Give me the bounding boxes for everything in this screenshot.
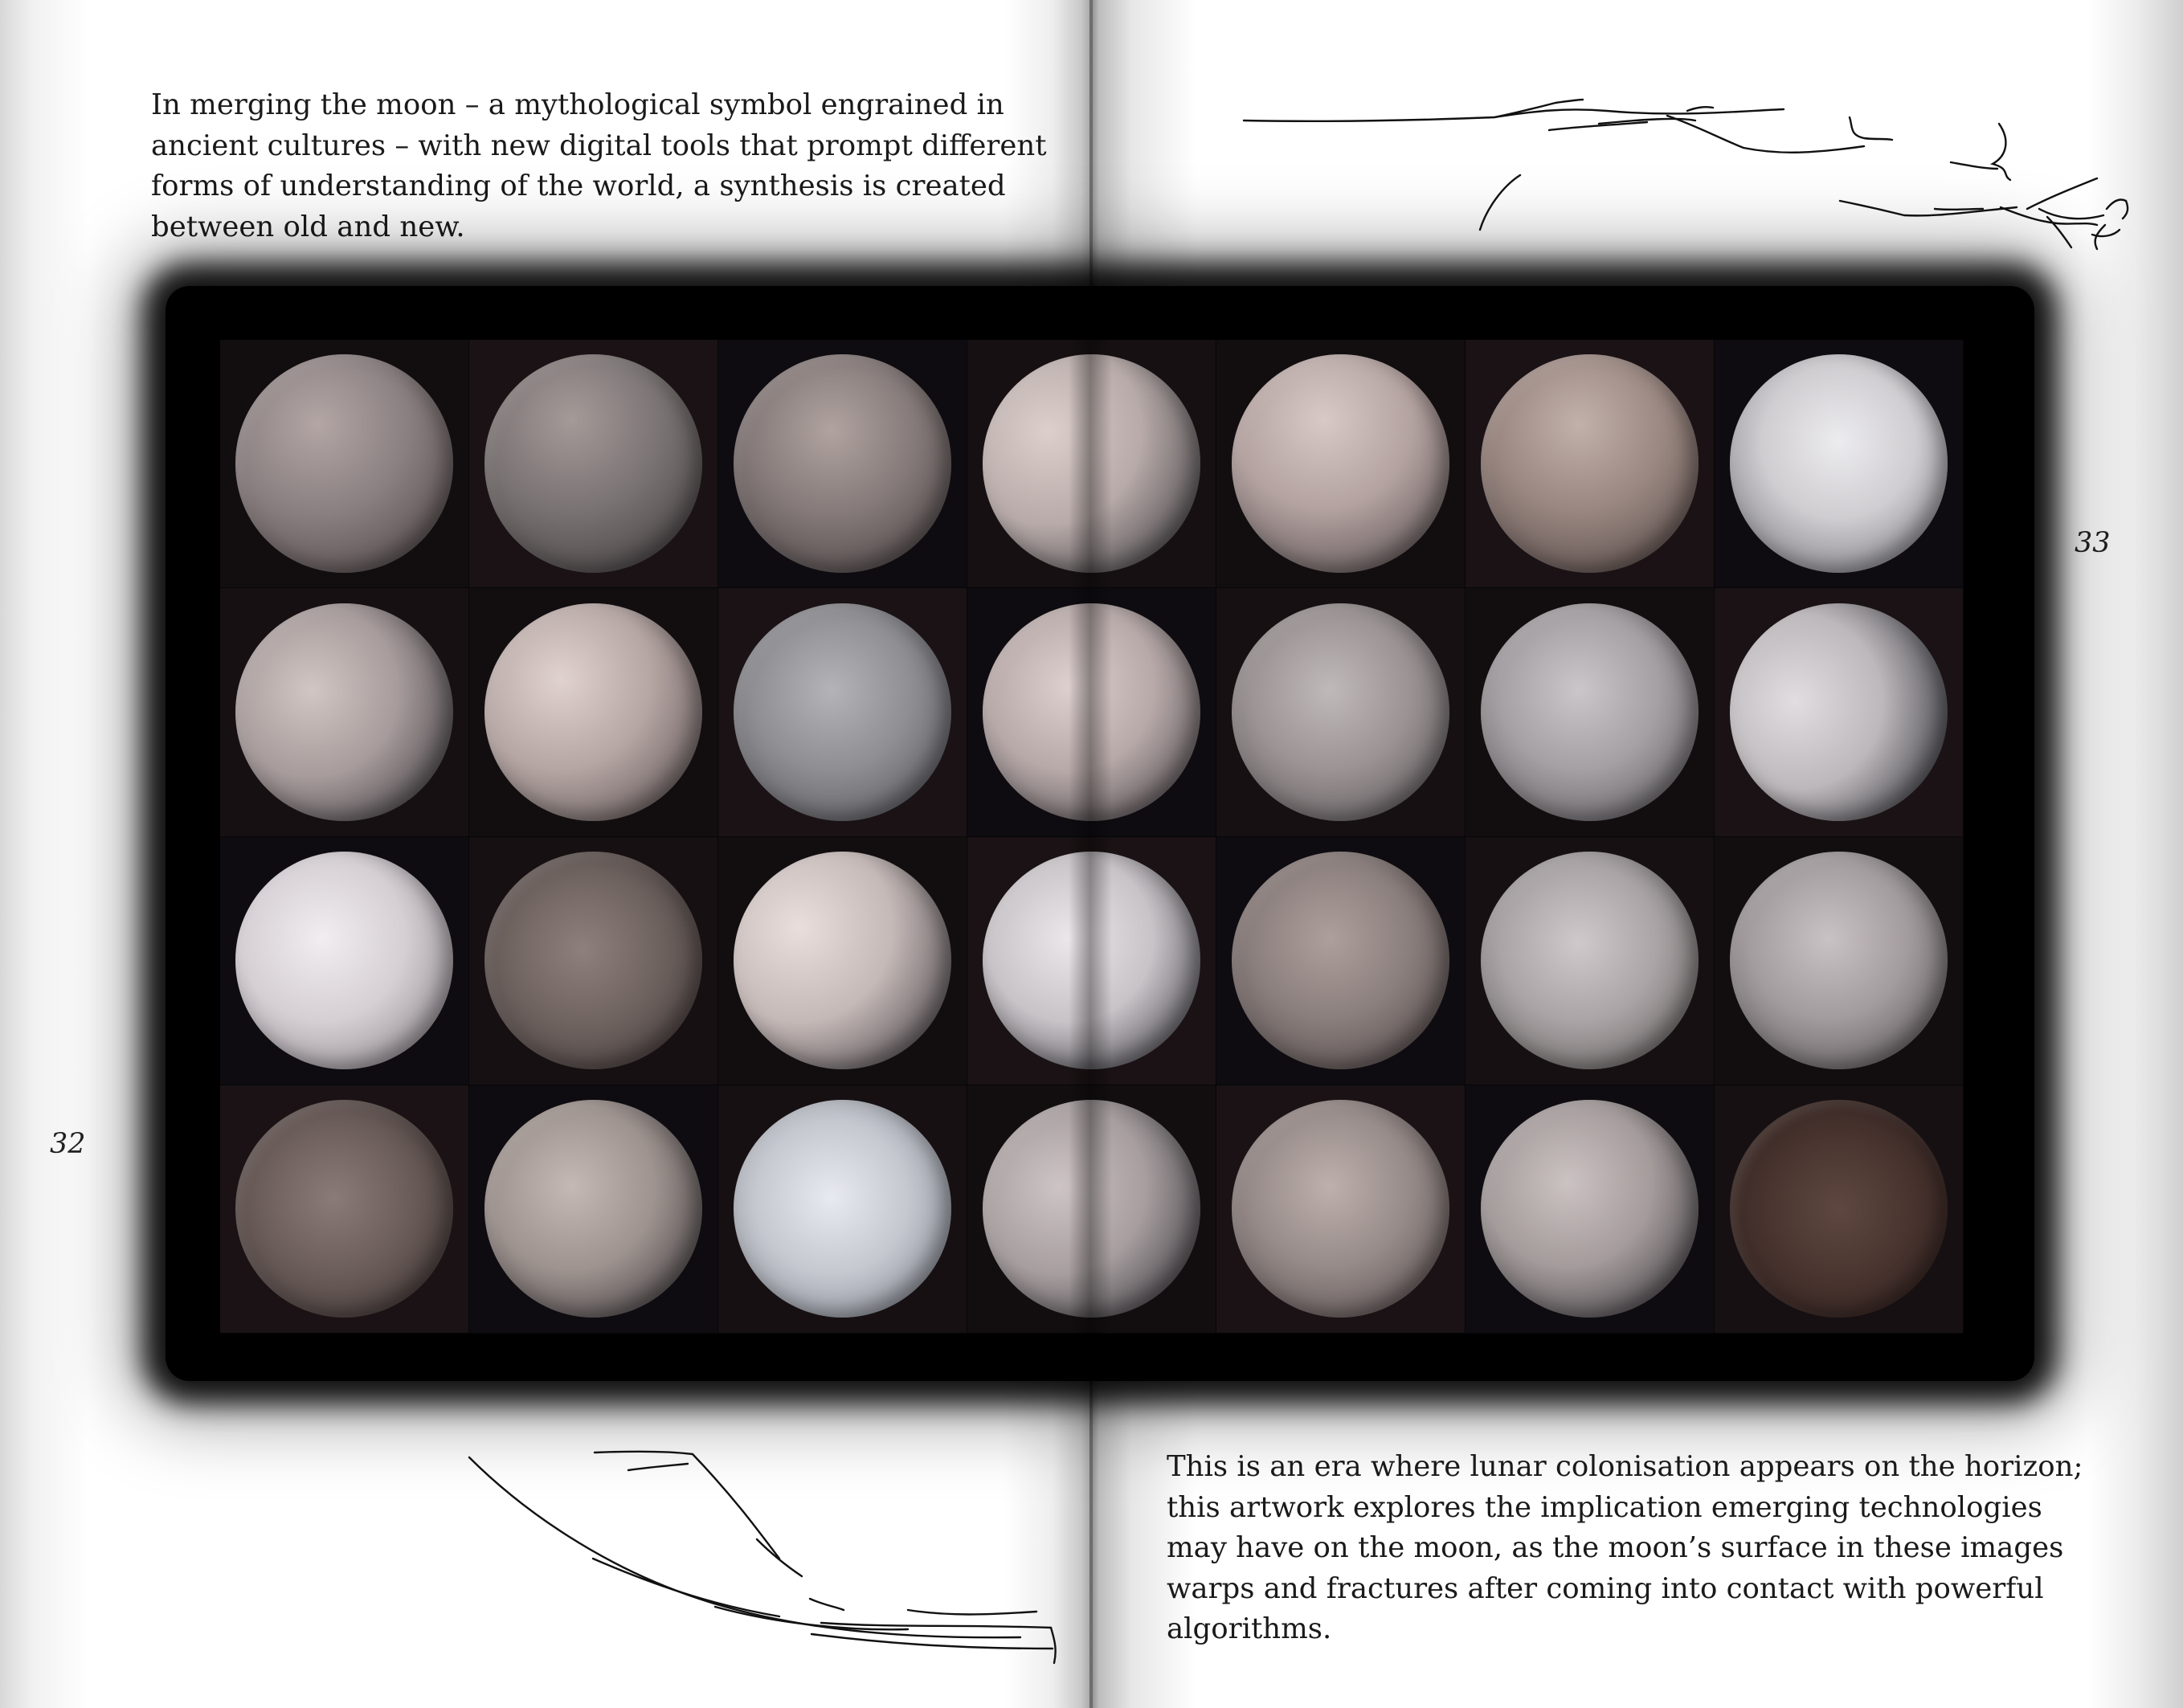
moon-image [1232,603,1450,821]
moon-tile [220,340,469,588]
moon-tile [1715,588,1964,836]
moon-tile [220,588,469,836]
moon-tile [469,588,718,836]
moon-image [734,1100,952,1318]
moon-image [734,354,952,572]
moon-tile [1216,1085,1466,1334]
moon-tile [1466,588,1715,836]
moon-tile [718,340,967,588]
moon-image [484,354,703,572]
line-sketch-top-right [1229,88,2137,281]
moon-tile [718,837,967,1085]
moon-tile [1466,1085,1715,1334]
text-line: this artwork explores the implication emerging technologies [1167,1490,2042,1524]
moon-image [235,1100,454,1318]
moon-image [1730,603,1948,821]
text-line: In merging the moon – a mythological symbol engrained in [151,88,1004,121]
moon-tile [967,340,1216,588]
line-sketch-bottom-left [458,1438,1069,1671]
moon-image [983,852,1201,1069]
moon-tile [469,837,718,1085]
moon-image [734,852,952,1069]
moon-image [484,1100,703,1318]
moon-image [1232,852,1450,1069]
moon-tile [718,588,967,836]
moon-tile [1216,837,1466,1085]
moon-image [1730,354,1948,572]
moon-image [1481,1100,1699,1318]
moon-tile [1715,837,1964,1085]
moon-image [1730,852,1948,1069]
moon-tile [220,837,469,1085]
moon-image [983,354,1201,572]
moon-image [1481,603,1699,821]
moon-image [235,354,454,572]
moon-image [235,603,454,821]
moon-tile [220,1085,469,1334]
text-line: may have on the moon, as the moon’s surface in these images [1167,1531,2064,1564]
moon-tile [967,837,1216,1085]
moon-image [484,603,703,821]
moon-tile [1715,340,1964,588]
moon-image [235,852,454,1069]
moon-tile [469,340,718,588]
text-line: algorithms. [1167,1612,1332,1645]
text-line: ancient cultures – with new digital tools that prompt different [151,129,1047,162]
moon-tile [718,1085,967,1334]
text-line: warps and fractures after coming into contact with powerful [1167,1571,2044,1605]
moon-tile [1715,1085,1964,1334]
moon-image [1232,1100,1450,1318]
moon-tile [1216,588,1466,836]
moon-artwork-grid [220,340,1964,1334]
moon-tile [1216,340,1466,588]
moon-tile [967,588,1216,836]
moon-image [1232,354,1450,572]
moon-image [484,852,703,1069]
moon-image [983,603,1201,821]
moon-image [983,1100,1201,1318]
moon-tile [1466,340,1715,588]
text-line: forms of understanding of the world, a synthesis is created [151,170,1006,202]
left-page-paragraph [151,85,1047,247]
moon-image [1730,1100,1948,1318]
moon-image [1481,852,1699,1069]
text-line: This is an era where lunar colonisation appears on the horizon; [1167,1450,2083,1483]
right-page-paragraph [1167,1447,2083,1650]
text-line: between old and new. [151,210,465,243]
moon-image [1481,354,1699,572]
moon-tile [967,1085,1216,1334]
page-number-right: 33 [2075,527,2111,559]
page-number-left: 32 [50,1128,86,1160]
moon-tile [469,1085,718,1334]
moon-tile [1466,837,1715,1085]
moon-image [734,603,952,821]
